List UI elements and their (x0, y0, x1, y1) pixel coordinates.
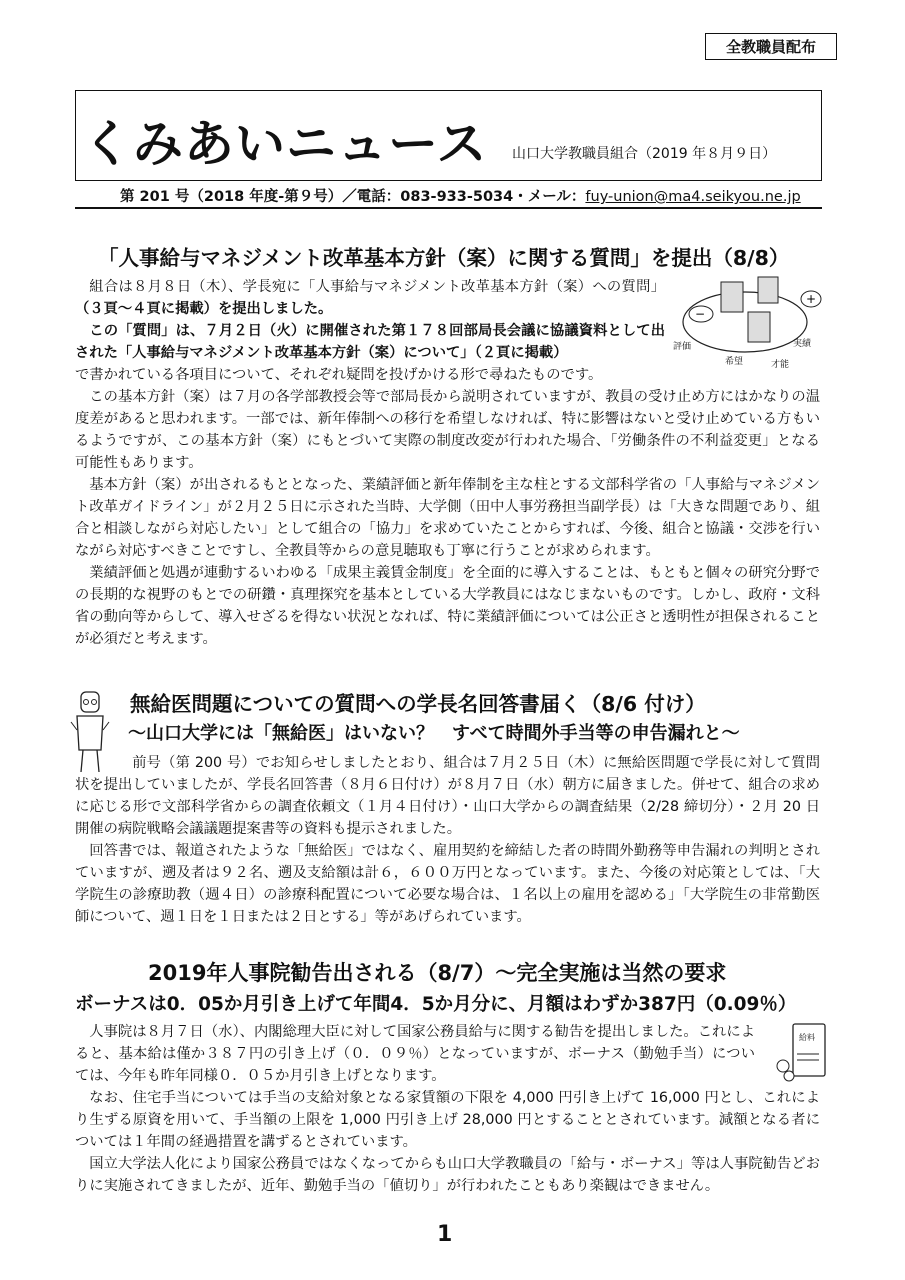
article1-p2a: この「質問」は、７月２日（火）に開催された第１７８回部局長会議に協議資料として出された「人事給与マネジメント改革基本方針（案）について」（２頁に掲載） (75, 323, 665, 361)
tag-evaluation: 評価 (673, 342, 692, 352)
article1-p4: 基本方針（案）が出されるもととなった、業績評価と新年俸制を主な柱とする文部科学省の「人事給与マネジメント改革ガイドライン」が２月２５日に示された当時、大学側（田中人事労務担当副学長）は「大きな問題であり、組合と相談しながら対応したい」として組合の「協力」を求めていたことからすれば、今後、組合と協議・交渉を行いながら対応すべきことですし、全教員等からの意見聴取も丁寧に行うことが求められます。 (75, 477, 820, 559)
masthead-divider (75, 180, 822, 181)
article2-p1: 前号（第 200 号）でお知らせしましたとおり、組合は７月２５日（木）に無給医問題で学長に対して質問状を提出していましたが、学長名回答書（８月６日付け）が８月７日（水）朝方に届きました。併せて、組合の求めに応じる形で文部科学省からの調査依頼文（１月４日付け）・山口大学からの調査結果（2/28 締切分）・２月 20 日開催の病院戦略会議議題提案書等の資料も提示されました。 (75, 755, 820, 837)
distribution-badge: 全教職員配布 (705, 33, 837, 60)
article3-body (75, 1087, 820, 1197)
org-and-date: 山口大学教職員組合（2019 年８月９日） (512, 146, 777, 162)
article2-body (75, 752, 820, 928)
tag-talent: 才能 (771, 360, 790, 370)
article3-subheading: ボーナスは0．05か月引き上げて年間4．5か月分に、月額はわずか387円（0.09％） (75, 994, 797, 1015)
tag-hope: 希望 (725, 357, 744, 367)
newsletter-title: くみあいニュース (82, 115, 488, 173)
article2-p2: 回答書では、報道されたような「無給医」ではなく、雇用契約を締結した者の時間外勤務等申告漏れの判明とされていますが、遡及者は９２名、遡及支給額は計６，６００万円となっています。また、今後の対応策としては、「大学院生の診療助教（週４日）の診療科配置について必要な場合は、１名以上の雇用を認める」「大学院生の非常勤医師について、週１日を１日または２日とする」等があげられています。 (75, 843, 820, 925)
article3-p1: 人事院は８月７日（水）、内閣総理大臣に対して国家公務員給与に関する勧告を提出しました。これによると、基本給は僅か３８７円の引き上げ（０．０９％）となっていますが、ボーナス（勤勉手当）については、今年も昨年同様０．０５か月引き上げとなります。 (75, 1024, 755, 1084)
article1-heading: 「人事給与マネジメント改革基本方針（案）に関する質問」を提出（8/8） (98, 246, 790, 270)
issue-info: 第 201 号（2018 年度‐第９号）／電話：083-933-5034・メール： (120, 189, 586, 205)
masthead-bottom-rule (75, 207, 822, 209)
article3-p2: なお、住宅手当については手当の支給対象となる家賃額の下限を 4,000 円引き上げて 16,000 円とし、これにより生ずる原資を用いて、手当額の上限を 1,000 円引き上げ 28,000 円とすることとされています。減額となる者については１年間の経過措置を講ずるとされています。 (75, 1090, 820, 1150)
article1-intro (75, 276, 665, 364)
plus-symbol: + (806, 292, 817, 306)
salary-envelope-illustration-icon (775, 1018, 830, 1088)
page-number: 1 (437, 1222, 453, 1247)
article3-p3: 国立大学法人化により国家公務員ではなくなってからも山口大学教職員の「給与・ボーナス」等は人事院勧告どおりに実施されてきましたが、近年、勤勉手当の「値切り」が行われたこともあり楽観はできません。 (75, 1156, 820, 1194)
evaluation-illustration-icon (673, 272, 823, 372)
email-link[interactable]: fuy-union@ma4.seikyou.ne.jp (585, 189, 801, 205)
article1-p2b: で書かれている各項目について、それぞれ疑問を投げかける形で尋ねたものです。 (75, 367, 603, 383)
article1-p3: この基本方針（案）は７月の各学部教授会等で部局長から説明されていますが、教員の受け止め方にはかなりの温度差があると思われます。一部では、新年俸制への移行を希望しなければ、特に影響はないと受け止めている方もいるようですが、この基本方針（案）にもとづいて実際の制度改変が行われた場合、「労働条件の不利益変更」となる可能性もあります。 (75, 389, 820, 471)
envelope-label: 給料 (799, 1033, 815, 1042)
article3-heading: 2019年人事院勧告出される（8/7）〜完全実施は当然の要求 (148, 961, 727, 985)
minus-symbol: − (695, 307, 706, 321)
article1-p5: 業績評価と処遇が連動するいわゆる「成果主義賃金制度」を全面的に導入することは、もともと個々の研究分野での長期的な視野のもとでの研鑽・真理探究を基本としている大学教員にはなじまないものです。しかし、政府・文科省の動向等からして、導入せざるを得ない状況となれば、特に業績評価については公正さと透明性が担保されることが必須だと考えます。 (75, 565, 820, 647)
article3-intro (75, 1021, 755, 1087)
article2-subheading: 〜山口大学には「無給医」はいない？ すべて時間外手当等の申告漏れと〜 (128, 723, 740, 744)
article1-body (75, 364, 820, 650)
tag-results: 実績 (793, 339, 812, 349)
article1-p1: 組合は８月８日（木）、学長宛に「人事給与マネジメント改革基本方針（案）への質問」（３頁〜４頁に掲載）を提出しました。 (75, 279, 665, 317)
article2-heading: 無給医問題についての質問への学長名回答書届く（8/6 付け） (130, 692, 706, 716)
issue-line (120, 185, 801, 206)
